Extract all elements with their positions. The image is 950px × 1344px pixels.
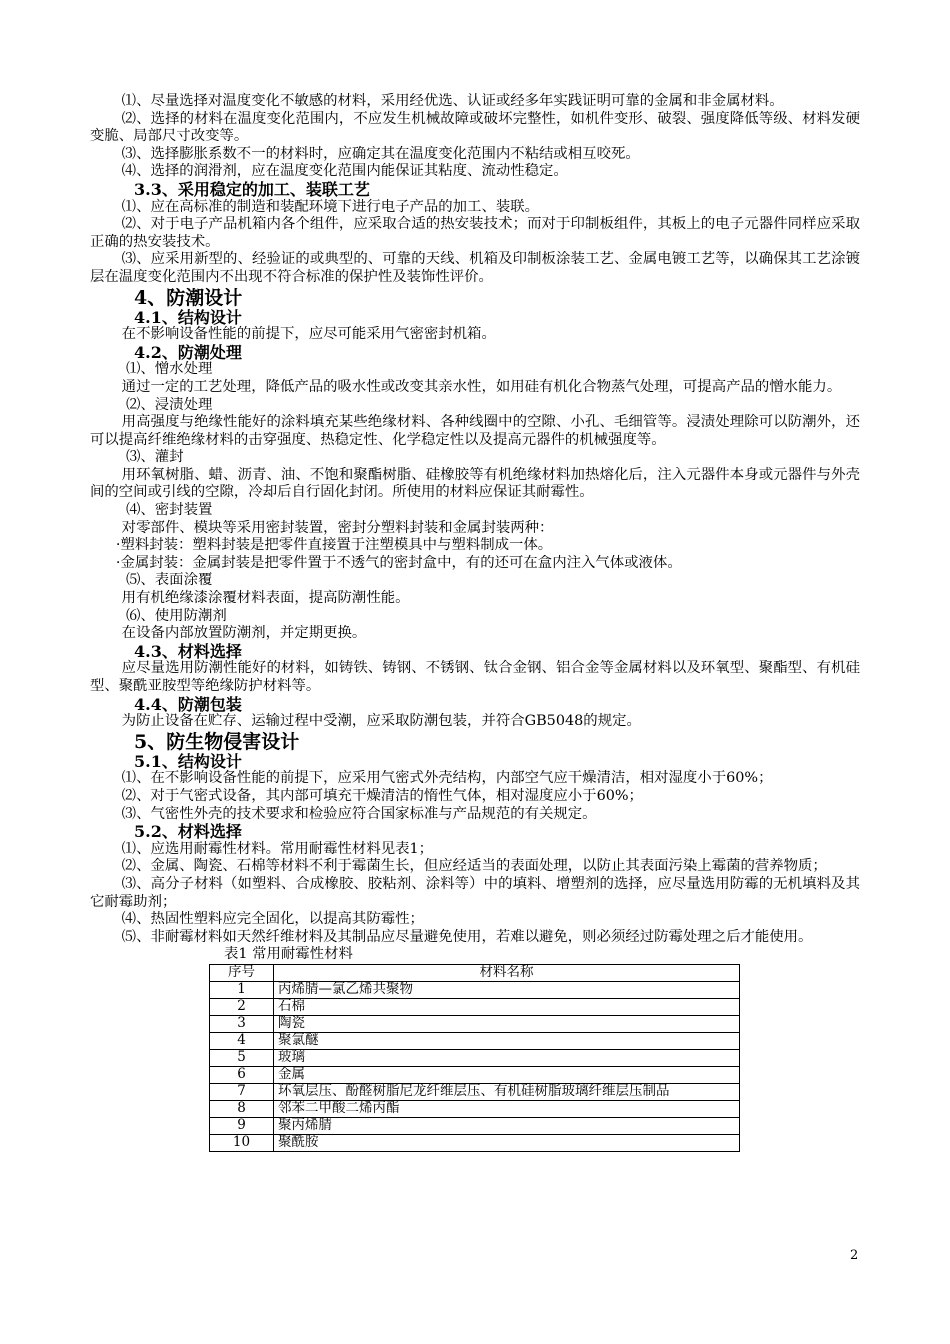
paragraph: ⑷、热固性塑料应完全固化，以提高其防霉性；	[121, 911, 424, 928]
column-header-index: 序号	[210, 964, 274, 981]
subsection-title: ⑶、灌封	[126, 449, 184, 466]
subsection-title: ⑷、密封装置	[126, 502, 213, 519]
table-row	[210, 1100, 740, 1117]
cell-index: 8	[210, 1100, 274, 1117]
cell-index: 2	[210, 998, 274, 1015]
cell-material: 聚酰胺	[274, 1134, 740, 1151]
document-body	[90, 93, 860, 1152]
paragraph: 通过一定的工艺处理，降低产品的吸水性或改变其亲水性，如用硅有机化合物蒸气处理，可提高产品的憎水能力。	[121, 378, 842, 395]
paragraph: 在不影响设备性能的前提下，应尽可能采用气密密封机箱。	[121, 326, 496, 343]
paragraph: 用高强度与绝缘性能好的涂料填充某些绝缘材料、各种线圈中的空隙、小孔、毛细管等。浸渍处理除可以防潮外，还可以提高纤维绝缘材料的击穿强度、热稳定性、化学稳定性以及提高元器件的机械强度等。	[90, 414, 860, 448]
table-row	[210, 1066, 740, 1083]
paragraph: 用有机绝缘漆涂覆材料表面，提高防潮性能。	[121, 590, 410, 607]
cell-material: 邻苯二甲酸二烯丙酯	[274, 1100, 740, 1117]
section-heading-4-4: 4.4、防潮包装	[134, 694, 242, 714]
table-row	[210, 981, 740, 998]
materials-table	[209, 964, 740, 1152]
table-row	[210, 1134, 740, 1151]
paragraph: ⑶、气密性外壳的技术要求和检验应符合国家标准与产品规范的有关规定。	[121, 805, 597, 822]
paragraph: ⑴、应选用耐霉性材料。常用耐霉性材料见表1；	[121, 840, 434, 857]
cell-material: 陶瓷	[274, 1015, 740, 1032]
table-row	[210, 1117, 740, 1134]
cell-material: 玻璃	[274, 1049, 740, 1066]
paragraph: ⑵、对于电子产品机箱内各个组件，应采取合适的热安装技术；而对于印制板组件，其板上的电子元器件同样应采取正确的热安装技术。	[90, 216, 860, 250]
section-heading-5-2: 5.2、材料选择	[134, 822, 242, 842]
cell-index: 5	[210, 1049, 274, 1066]
section-heading-3-3: 3.3、采用稳定的加工、装联工艺	[134, 179, 370, 199]
table-header-row	[210, 964, 740, 981]
cell-material: 聚丙烯腈	[274, 1117, 740, 1134]
paragraph: ⑵、金属、陶瓷、石棉等材料不利于霉菌生长，但应经适当的表面处理，以防止其表面污染上霉菌的营养物质；	[121, 858, 827, 875]
table-row	[210, 998, 740, 1015]
paragraph: ⑷、选择的润滑剂，应在温度变化范围内能保证其粘度、流动性稳定。	[121, 163, 568, 180]
cell-index: 3	[210, 1015, 274, 1032]
chapter-heading-5: 5、防生物侵害设计	[134, 730, 300, 753]
paragraph: ⑵、对于气密式设备，其内部可填充干燥清洁的惰性气体，相对湿度应小于60%；	[121, 787, 643, 804]
cell-index: 4	[210, 1032, 274, 1049]
paragraph: ⑴、应在高标准的制造和装配环境下进行电子产品的加工、装联。	[121, 198, 540, 215]
subsection-title: ⑵、浸渍处理	[126, 396, 213, 413]
section-heading-4-3: 4.3、材料选择	[134, 641, 242, 661]
cell-material: 石棉	[274, 998, 740, 1015]
table-row	[210, 1032, 740, 1049]
cell-index: 6	[210, 1066, 274, 1083]
paragraph: 在设备内部放置防潮剂，并定期更换。	[121, 625, 367, 642]
paragraph: 应尽量选用防潮性能好的材料，如铸铁、铸钢、不锈钢、钛合金钢、铝合金等金属材料以及环氧型、聚酯型、有机硅型、聚酰亚胺型等绝缘防护材料等。	[90, 660, 860, 694]
paragraph: 为防止设备在贮存、运输过程中受潮，应采取防潮包装，并符合GB5048的规定。	[121, 713, 641, 730]
cell-index: 9	[210, 1117, 274, 1134]
section-heading-4-1: 4.1、结构设计	[134, 307, 242, 327]
subsection-title: ⑹、使用防潮剂	[126, 607, 227, 624]
chapter-heading-4: 4、防潮设计	[134, 286, 243, 309]
paragraph: ⑶、选择膨胀系数不一的材料时，应确定其在温度变化范围内不粘结或相互咬死。	[121, 145, 640, 162]
bullet-item: ·塑料封装：塑料封装是把零件直接置于注塑模具中与塑料制成一体。	[115, 537, 553, 554]
table-caption: 表1 常用耐霉性材料	[224, 946, 353, 963]
paragraph: ⑶、应采用新型的、经验证的或典型的、可靠的天线、机箱及印制板涂装工艺、金属电镀工艺等，以确保其工艺涂镀层在温度变化范围内不出现不符合标准的保护性及装饰性评价。	[90, 251, 860, 285]
bullet-item: ·金属封装：金属封装是把零件置于不透气的密封盒中，有的还可在盒内注入气体或液体。	[115, 554, 682, 571]
table-row	[210, 1049, 740, 1066]
paragraph: ⑴、尽量选择对温度变化不敏感的材料，采用经优选、认证或经多年实践证明可靠的金属和非金属材料。	[121, 93, 784, 109]
section-heading-4-2: 4.2、防潮处理	[134, 342, 242, 362]
paragraph: 对零部件、模块等采用密封装置，密封分塑料封装和金属封装两种：	[121, 519, 554, 536]
paragraph: ⑸、非耐霉材料如天然纤维材料及其制品应尽量避免使用，若难以避免，则必须经过防霉处理之后才能使用。	[121, 928, 813, 945]
section-heading-5-1: 5.1、结构设计	[134, 751, 242, 771]
table-row	[210, 1015, 740, 1032]
cell-material: 聚氯醚	[274, 1032, 740, 1049]
paragraph: ⑶、高分子材料（如塑料、合成橡胶、胶粘剂、涂料等）中的填料、增塑剂的选择，应尽量选用防霉的无机填料及其它耐霉助剂；	[90, 875, 860, 910]
cell-index: 7	[210, 1083, 274, 1100]
page-number: 2	[850, 1248, 859, 1263]
cell-index: 10	[210, 1134, 274, 1151]
subsection-title: ⑸、表面涂覆	[126, 572, 213, 589]
column-header-material: 材料名称	[274, 964, 740, 981]
paragraph: ⑴、在不影响设备性能的前提下，应采用气密式外壳结构，内部空气应干燥清洁，相对湿度小于60%；	[121, 770, 773, 787]
cell-material: 环氧层压、酚醛树脂尼龙纤维层压、有机硅树脂玻璃纤维层压制品	[274, 1083, 740, 1100]
paragraph: 用环氧树脂、蜡、沥青、油、不饱和聚酯树脂、硅橡胶等有机绝缘材料加热熔化后，注入元器件本身或元器件与外壳间的空间或引线的空隙，冷却后自行固化封闭。所使用的材料应保证其耐霉性。	[90, 466, 860, 501]
cell-material: 丙烯腈—氯乙烯共聚物	[274, 981, 740, 998]
table-row	[210, 1083, 740, 1100]
subsection-title: ⑴、憎水处理	[126, 361, 213, 378]
paragraph: ⑵、选择的材料在温度变化范围内，不应发生机械故障或破坏完整性，如机件变形、破裂、强度降低等级、材料发硬变脆、局部尺寸改变等。	[90, 110, 860, 145]
cell-material: 金属	[274, 1066, 740, 1083]
cell-index: 1	[210, 981, 274, 998]
